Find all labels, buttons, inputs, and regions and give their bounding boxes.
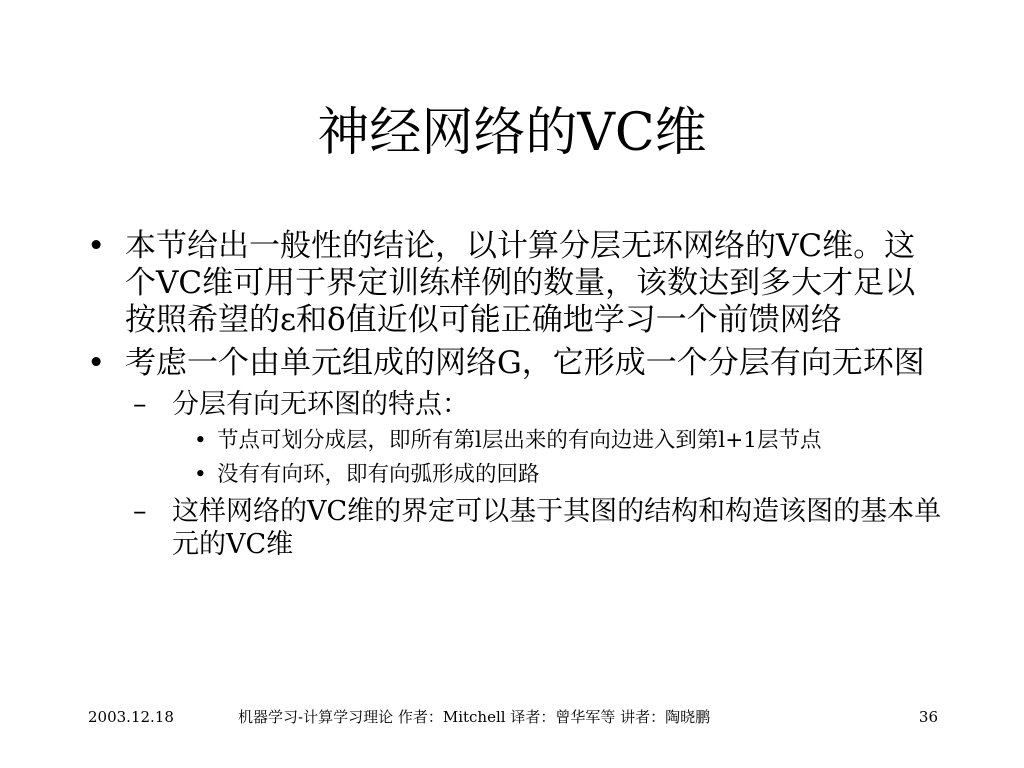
slide-title: 神经网络的VC维 <box>317 103 707 163</box>
page-number: 36 <box>918 708 938 726</box>
dash-marker: – <box>133 496 147 527</box>
sub-sub-bullet-item <box>172 427 942 455</box>
bullet-text: 本节给出一般性的结论，以计算分层无环网络的VC维。这个VC维可用于界定训练样例的数量，该数达到多大才足以按照希望的ε和δ值近似可能正确地学习一个前馈网络 <box>125 228 916 338</box>
dash-marker: – <box>133 389 147 420</box>
footer-credits: 机器学习-计算学习理论 作者：Mitchell 译者：曾华军等 讲者：陶晓鹏 <box>238 708 711 726</box>
sub-sub-bullet-text: 节点可划分成层，即所有第l层出来的有向边进入到第l+1层节点 <box>217 428 822 453</box>
sub-bullet-text: 这样网络的VC维的界定可以基于其图的结构和构造该图的基本单元的VC维 <box>172 496 942 560</box>
bullet-marker: • <box>194 428 207 453</box>
bullet-marker: • <box>87 345 106 381</box>
bullet-marker: • <box>194 462 207 487</box>
sub-bullet-text: 分层有向无环图的特点： <box>172 389 469 420</box>
slide-body <box>82 228 942 567</box>
sub-bullet-item <box>125 388 942 421</box>
bullet-item <box>82 345 942 382</box>
bullet-item <box>82 228 942 339</box>
sub-sub-bullet-text: 没有有向环，即有向弧形成的回路 <box>217 462 540 487</box>
footer-date: 2003.12.18 <box>88 708 174 726</box>
bullet-marker: • <box>87 228 106 264</box>
sub-sub-bullet-item <box>172 461 942 489</box>
bullet-text: 考虑一个由单元组成的网络G，它形成一个分层有向无环图 <box>125 345 925 381</box>
sub-bullet-item <box>125 495 942 561</box>
